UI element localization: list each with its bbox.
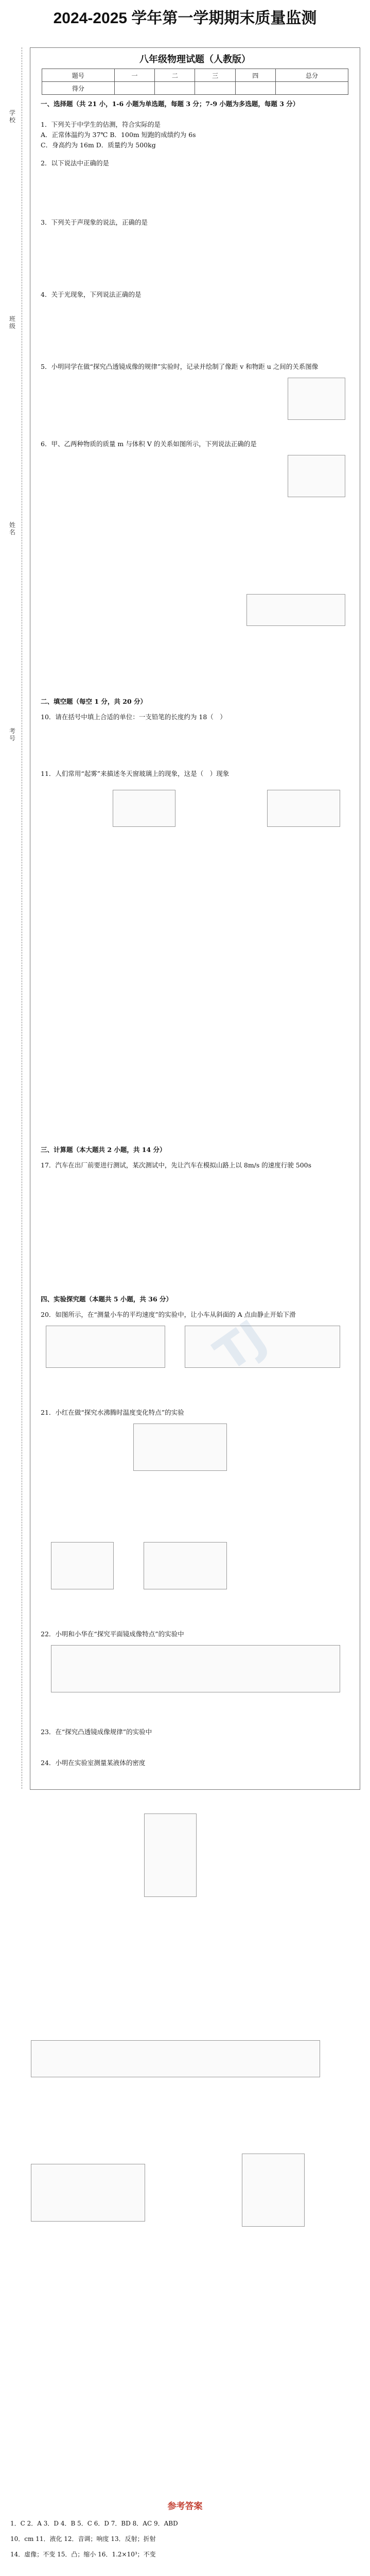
experiment-figure bbox=[246, 594, 345, 626]
question-text: 17．汽车在出厂前要进行测试，某次测试中，先让汽车在模拟山路上以 8m/s 的速度行驶 500s bbox=[41, 1161, 312, 1169]
question-text: 20．如图所示，在“测量小车的平均速度”的实验中，让小车从斜面的 A 点由静止开始下滑 bbox=[41, 1311, 296, 1318]
experiment-figure bbox=[144, 1542, 227, 1589]
score-cell: 一 bbox=[114, 69, 154, 82]
exam-title: 2024-2025 学年第一学期期末质量监测 bbox=[53, 10, 317, 27]
score-cell: 四 bbox=[235, 69, 275, 82]
experiment-figure bbox=[242, 2154, 305, 2227]
watermark: TJ bbox=[205, 1310, 276, 1382]
score-cell: 二 bbox=[155, 69, 195, 82]
answer-line: 1．C 2．A 3．D 4．B 5．C 6．D 7．BD 8．AC 9．ABD bbox=[10, 2520, 178, 2527]
score-input[interactable] bbox=[114, 82, 154, 95]
score-input[interactable] bbox=[235, 82, 275, 95]
score-table bbox=[42, 69, 348, 95]
question-sheet bbox=[30, 47, 360, 1790]
sidebar-label-name: 姓名 bbox=[9, 521, 16, 536]
section-heading: 三、计算题（本大题共 2 小题，共 14 分） bbox=[41, 1146, 166, 1154]
exam-subtitle: 八年级物理试题（人教版） bbox=[139, 54, 251, 65]
experiment-figure bbox=[113, 790, 175, 827]
graph-figure bbox=[288, 378, 345, 420]
experiment-figure bbox=[267, 790, 340, 827]
question-text: 3．下列关于声现象的说法，正确的是 bbox=[41, 218, 148, 226]
answer-title: 参考答案 bbox=[167, 2501, 203, 2512]
section-heading: 四、实验探究题（本题共 5 小题，共 36 分） bbox=[41, 1295, 173, 1303]
graph-figure bbox=[288, 455, 345, 497]
experiment-figure bbox=[31, 2164, 145, 2222]
question-text: 6．甲、乙两种物质的质量 m 与体积 V 的关系如图所示，下列说法正确的是 bbox=[41, 440, 257, 448]
score-input[interactable] bbox=[276, 82, 348, 95]
experiment-figure bbox=[144, 1814, 197, 1897]
question-text: 23．在“探究凸透镜成像规律”的实验中 bbox=[41, 1728, 152, 1736]
graph-figure bbox=[51, 1542, 114, 1589]
score-cell: 得分 bbox=[42, 82, 115, 95]
score-cell: 题号 bbox=[42, 69, 115, 82]
experiment-figure bbox=[46, 1326, 165, 1368]
question-text: 4．关于光现象，下列说法正确的是 bbox=[41, 291, 142, 298]
question-text: 11．人们常用“起雾”来描述冬天窗玻璃上的现象，这是（ ）现象 bbox=[41, 770, 230, 777]
sidebar-label-class: 班级 bbox=[9, 315, 16, 330]
experiment-figure bbox=[51, 1645, 340, 1692]
question-text: 22．小明和小华在“探究平面镜成像特点”的实验中 bbox=[41, 1630, 184, 1638]
section-heading: 一、选择题（共 21 小，1-6 小题为单选题，每题 3 分；7-9 小题为多选题，每题 3 分） bbox=[41, 100, 299, 108]
experiment-figure bbox=[31, 2040, 320, 2077]
score-cell: 总分 bbox=[276, 69, 348, 82]
question-text: 5．小明同学在做“探究凸透镜成像的规律”实验时，记录并绘制了像距 v 和物距 u 之间的关系图像 bbox=[41, 363, 319, 370]
question-options: A．正常体温约为 37℃ B．100m 短跑的成绩约为 6s bbox=[41, 131, 196, 139]
question-text: 2．以下说法中正确的是 bbox=[41, 159, 109, 167]
question-text: 1．下列关于中学生的估测，符合实际的是 bbox=[41, 121, 161, 128]
score-input[interactable] bbox=[155, 82, 195, 95]
score-input[interactable] bbox=[195, 82, 235, 95]
question-text: 21．小红在做“探究水沸腾时温度变化特点”的实验 bbox=[41, 1409, 184, 1416]
binding-sidebar bbox=[0, 47, 29, 1789]
experiment-figure bbox=[133, 1423, 227, 1471]
answer-line: 14．虚像；不变 15．凸；缩小 16．1.2×10³；不变 bbox=[10, 2551, 156, 2558]
answer-line: 10．cm 11．液化 12．音调；响度 13．反射；折射 bbox=[10, 2535, 156, 2543]
question-text: 10．请在括号中填上合适的单位：一支铅笔的长度约为 18（ ） bbox=[41, 713, 226, 721]
question-text: 24．小明在实验室测量某液体的密度 bbox=[41, 1759, 146, 1767]
section-heading: 二、填空题（每空 1 分，共 20 分） bbox=[41, 698, 147, 705]
sidebar-label-school: 学校 bbox=[9, 109, 16, 124]
question-options: C．身高约为 16m D．质量约为 500kg bbox=[41, 141, 156, 149]
sidebar-label-id: 考号 bbox=[9, 727, 16, 742]
score-cell: 三 bbox=[195, 69, 235, 82]
